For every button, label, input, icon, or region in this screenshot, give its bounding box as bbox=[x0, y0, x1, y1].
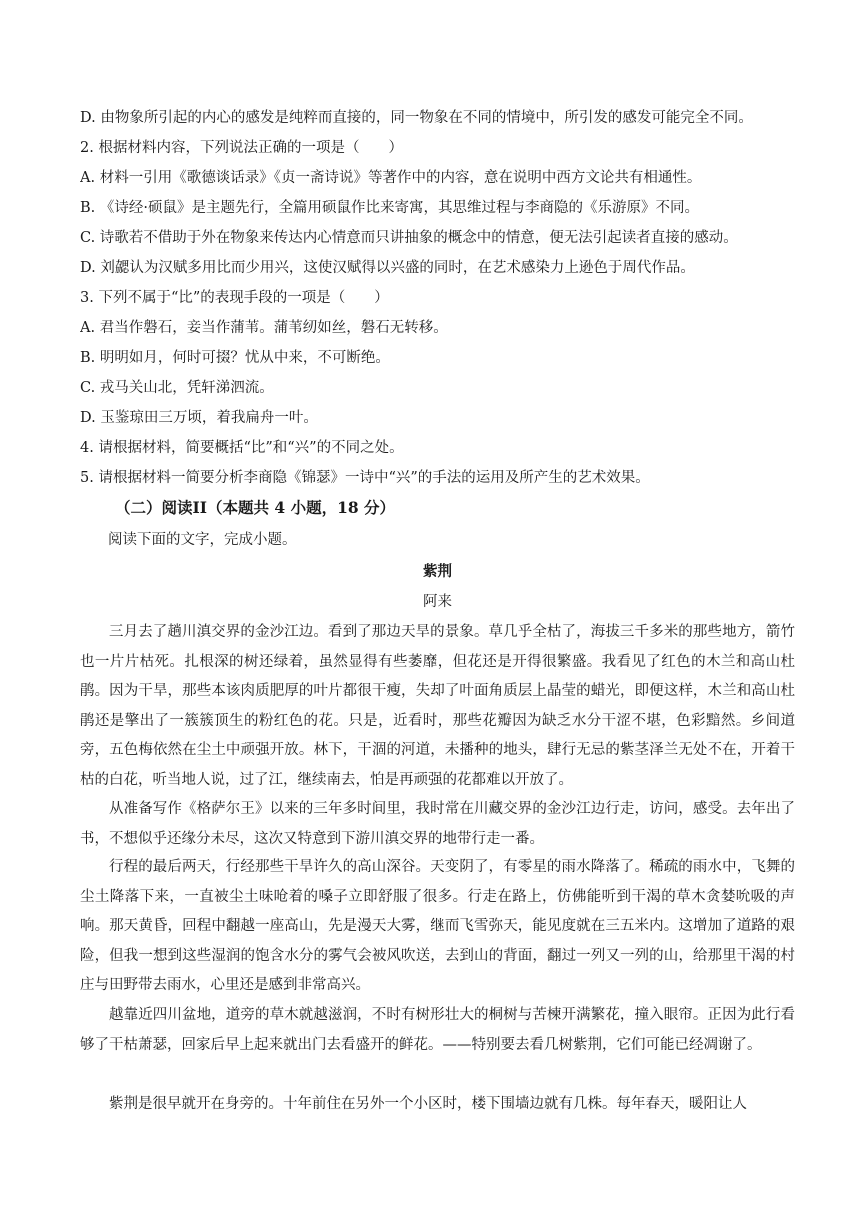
article-paragraph: 越靠近四川盆地，道旁的草木就越滋润，不时有树形壮大的桐树与苦楝开满繁花，撞入眼帘。正因为此行看够了干枯萧瑟，回家后早上起来就出门去看盛开的鲜花。——特别要去看几树紫荆，它们可能已经凋谢了。 bbox=[80, 1007, 795, 1053]
section-heading: （二）阅读II（本题共 4 小题，18 分） bbox=[115, 498, 396, 517]
question-3: 3. 下列不属于“比”的表现手段的一项是（ ） bbox=[80, 290, 389, 306]
q3-option-d: D. 玉鉴琼田三万顷，着我扁舟一叶。 bbox=[80, 410, 318, 426]
q3-option-c: C. 戎马关山北，凭轩涕泗流。 bbox=[80, 380, 274, 396]
article-author: 阿来 bbox=[423, 594, 452, 610]
article-title: 紫荆 bbox=[423, 563, 452, 580]
article-paragraph: 行程的最后两天，行经那些干旱许久的高山深谷。天变阴了，有零星的雨水降落了。稀疏的雨水中，飞舞的尘土降落下来，一直被尘土味呛着的嗓子立即舒服了很多。行走在路上，仿佛能听到干渴的草木贪婪吮吸的声响。那天黄昏，回程中翻越一座高山，先是漫天大雾，继而飞雪弥天，能见度就在三五米内。这增加了道路的艰险，但我一想到这些湿润的饱含水分的雾气会被风吹送，去到山的背面，翻过一列又一列的山，给那里干渴的村庄与田野带去雨水，心里还是感到非常高兴。 bbox=[80, 859, 795, 993]
q3-option-a: A. 君当作磐石，妾当作蒲苇。蒲苇纫如丝，磐石无转移。 bbox=[80, 320, 448, 336]
article-paragraph: 三月去了趟川滇交界的金沙江边。看到了那边天旱的景象。草几乎全枯了，海拔三千多米的那些地方，箭竹也一片片枯死。扎根深的树还绿着，虽然显得有些萎靡，但花还是开得很繁盛。我看见了红色的木兰和高山杜鹃。因为干旱，那些本该肉质肥厚的叶片都很干瘦，失却了叶面角质层上晶莹的蜡光，即便这样，木兰和高山杜鹃还是擎出了一簇簇顶生的粉红色的花。只是，近看时，那些花瓣因为缺乏水分干涩不堪，色彩黯然。乡间道旁，五色梅依然在尘土中顽强开放。林下，干涸的河道，未播种的地头，肆行无忌的紫茎泽兰无处不在，开着干枯的白花，听当地人说，过了江，继续南去，怕是再顽强的花都难以开放了。 bbox=[80, 624, 795, 788]
q2-option-a: A. 材料一引用《歌德谈话录》《贞一斋诗说》等著作中的内容，意在说明中西方文论共有相通性。 bbox=[80, 170, 702, 186]
question-5: 5. 请根据材料一简要分析李商隐《锦瑟》一诗中“兴”的手法的运用及所产生的艺术效果。 bbox=[80, 470, 650, 486]
instruction-text: 阅读下面的文字，完成小题。 bbox=[108, 532, 297, 548]
question-2: 2. 根据材料内容，下列说法正确的一项是（ ） bbox=[80, 140, 403, 156]
q2-option-b: B. 《诗经·硕鼠》是主题先行，全篇用硕鼠作比来寄寓，其思维过程与李商隐的《乐游原》不同。 bbox=[80, 200, 699, 216]
article-paragraph: 紫荆是很早就开在身旁的。十年前住在另外一个小区时，楼下围墙边就有几株。每年春天，暖阳让人 bbox=[109, 1096, 747, 1112]
option-d-q1: D. 由物象所引起的内心的感发是纯粹而直接的，同一物象在不同的情境中，所引发的感发可能完全不同。 bbox=[80, 110, 753, 126]
question-4: 4. 请根据材料，简要概括“比”和“兴”的不同之处。 bbox=[80, 440, 404, 456]
q3-option-b: B. 明明如月，何时可掇？忧从中来，不可断绝。 bbox=[80, 350, 390, 366]
q2-option-c: C. 诗歌若不借助于外在物象来传达内心情意而只讲抽象的概念中的情意，便无法引起读者直接的感动。 bbox=[80, 230, 738, 246]
q2-option-d: D. 刘勰认为汉赋多用比而少用兴，这使汉赋得以兴盛的同时，在艺术感染力上逊色于周代作品。 bbox=[80, 260, 695, 276]
article-paragraph: 从准备写作《格萨尔王》以来的三年多时间里，我时常在川藏交界的金沙江边行走，访问，感受。去年出了书，不想似乎还缘分未尽，这次又特意到下游川滇交界的地带行走一番。 bbox=[80, 801, 795, 847]
